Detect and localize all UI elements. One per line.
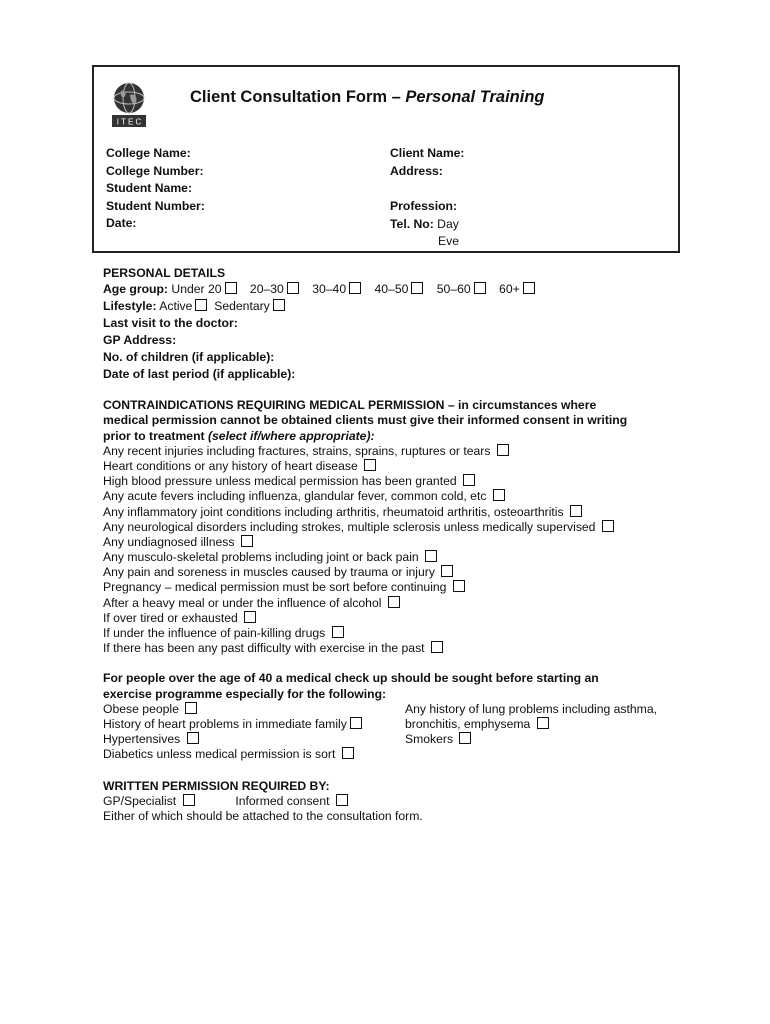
lifestyle-row: Lifestyle: Active Sedentary xyxy=(103,298,663,315)
last-visit-label: Last visit to the doctor: xyxy=(103,316,238,331)
last-period-label: Date of last period (if applicable): xyxy=(103,367,296,382)
contra-item: Any neurological disorders including strokes, multiple sclerosis unless medically supervised xyxy=(103,520,663,535)
age-group-row: Age group: Under 20 20–30 30–40 40–50 50–60 60+ xyxy=(103,281,663,298)
diabetics-checkbox[interactable] xyxy=(342,747,354,759)
form-body xyxy=(103,266,663,824)
hypertensives-checkbox[interactable] xyxy=(187,732,199,744)
contra-item: Heart conditions or any history of heart disease xyxy=(103,459,663,474)
personal-details-heading: PERSONAL DETAILS xyxy=(103,266,226,280)
college-number-label: College Number: xyxy=(106,163,204,178)
over40-heading-2: exercise programme especially for the following: xyxy=(103,686,387,701)
student-name-label: Student Name: xyxy=(106,181,192,195)
contra-checkbox[interactable] xyxy=(497,444,509,456)
contra-checkbox[interactable] xyxy=(332,626,344,638)
over40-item: Diabetics unless medical permission is sort xyxy=(103,747,362,762)
client-name-label: Client Name: xyxy=(390,146,465,160)
age-20-30-checkbox[interactable] xyxy=(287,282,299,294)
children-label: No. of children (if applicable): xyxy=(103,350,275,365)
contra-item: Any musculo-skeletal problems including joint or back pain xyxy=(103,550,663,565)
contra-item: Pregnancy – medical permission must be sort before continuing xyxy=(103,580,663,595)
contra-item: Any recent injuries including fractures, strains, sprains, ruptures or tears xyxy=(103,444,663,459)
tel-row: Tel. No: Day xyxy=(390,216,459,231)
page-title: Client Consultation Form – Personal Training xyxy=(190,88,545,106)
college-name-label: College Name: xyxy=(106,146,191,160)
lung-problems-line-1: Any history of lung problems including asthma, xyxy=(405,701,658,716)
contra-item: Any undiagnosed illness xyxy=(103,535,663,550)
written-permission-row: GP/Specialist Informed consent xyxy=(103,794,663,809)
contra-checkbox[interactable] xyxy=(441,565,453,577)
age-50-60-checkbox[interactable] xyxy=(474,282,486,294)
contra-checkbox[interactable] xyxy=(453,580,465,592)
over40-item: History of heart problems in immediate family xyxy=(103,717,362,732)
smokers-checkbox[interactable] xyxy=(459,732,471,744)
age-40-50-checkbox[interactable] xyxy=(411,282,423,294)
contra-checkbox[interactable] xyxy=(388,596,400,608)
contra-item: High blood pressure unless medical permission has been granted xyxy=(103,474,663,489)
attachment-note: Either of which should be attached to the consultation form. xyxy=(103,809,423,824)
contra-item: If under the influence of pain-killing drugs xyxy=(103,626,663,641)
contraindications-heading-3: prior to treatment (select if/where appropriate): xyxy=(103,428,375,443)
written-permission-heading: WRITTEN PERMISSION REQUIRED BY: xyxy=(103,778,330,793)
contra-checkbox[interactable] xyxy=(493,489,505,501)
over40-item: Hypertensives xyxy=(103,732,362,747)
smokers-item: Smokers xyxy=(405,732,657,747)
lung-problems-line-2: bronchitis, emphysema xyxy=(405,717,657,732)
age-30-40-checkbox[interactable] xyxy=(349,282,361,294)
itec-globe-logo xyxy=(112,81,146,129)
contraindications-heading-1: CONTRAINDICATIONS REQUIRING MEDICAL PERMISSION – in circumstances where xyxy=(103,398,597,413)
contra-checkbox[interactable] xyxy=(364,459,376,471)
contra-checkbox[interactable] xyxy=(570,505,582,517)
student-details xyxy=(106,145,205,233)
contra-checkbox[interactable] xyxy=(244,611,256,623)
heart-history-checkbox[interactable] xyxy=(350,717,362,729)
contra-item: If over tired or exhausted xyxy=(103,611,663,626)
gp-specialist-checkbox[interactable] xyxy=(183,794,195,806)
contra-item: Any inflammatory joint conditions including arthritis, rheumatoid arthritis, osteoarthritis xyxy=(103,505,663,520)
contra-checkbox[interactable] xyxy=(431,641,443,653)
student-number-label: Student Number: xyxy=(106,198,205,213)
profession-label: Profession: xyxy=(390,199,458,213)
age-60-plus-checkbox[interactable] xyxy=(523,282,535,294)
header-box xyxy=(92,65,680,253)
over40-columns xyxy=(103,702,663,764)
contra-item: After a heavy meal or under the influence of alcohol xyxy=(103,596,663,611)
lifestyle-active-checkbox[interactable] xyxy=(195,299,207,311)
svg-text:I T E C: I T E C xyxy=(116,117,142,127)
contra-checkbox[interactable] xyxy=(463,474,475,486)
client-details xyxy=(390,145,465,251)
date-label: Date: xyxy=(106,216,137,230)
contra-item: If there has been any past difficulty with exercise in the past xyxy=(103,641,663,656)
contra-item: Any acute fevers including influenza, glandular fever, common cold, etc xyxy=(103,489,663,504)
informed-consent-checkbox[interactable] xyxy=(336,794,348,806)
lung-problems-checkbox[interactable] xyxy=(537,717,549,729)
obese-checkbox[interactable] xyxy=(185,702,197,714)
contra-checkbox[interactable] xyxy=(241,535,253,547)
address-label: Address: xyxy=(390,163,443,178)
gp-address-label: GP Address: xyxy=(103,333,177,348)
tel-eve-label: Eve xyxy=(438,234,460,248)
over40-heading-1: For people over the age of 40 a medical check up should be sought before starting an xyxy=(103,671,599,686)
tel-day-label: Day xyxy=(437,216,459,231)
contra-item: Any pain and soreness in muscles caused by trauma or injury xyxy=(103,565,663,580)
age-under-20-checkbox[interactable] xyxy=(225,282,237,294)
lifestyle-sedentary-checkbox[interactable] xyxy=(273,299,285,311)
contraindications-heading-2: medical permission cannot be obtained clients must give their informed consent in writing xyxy=(103,413,628,428)
contra-checkbox[interactable] xyxy=(425,550,437,562)
over40-item: Obese people xyxy=(103,702,362,717)
contra-checkbox[interactable] xyxy=(602,520,614,532)
